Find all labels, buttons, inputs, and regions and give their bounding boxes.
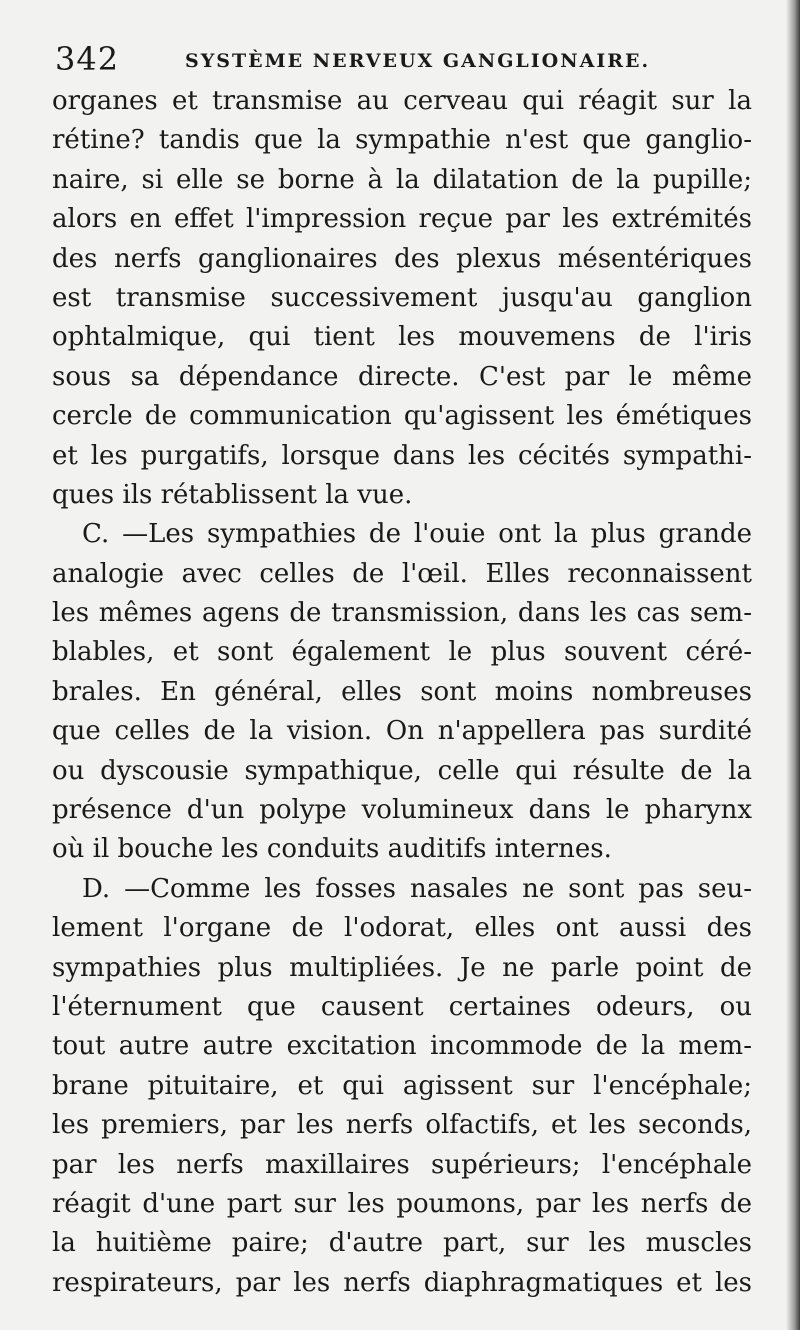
body-text [52, 82, 752, 1303]
text-line: sympathies plus multipliées. Je ne parle point de [52, 952, 752, 983]
text-line: que celles de la vision. On n'appellera pas surdité [52, 716, 752, 747]
text-line: ou dyscousie sympathique, celle qui résulte de la [52, 755, 752, 786]
text-line: présence d'un polype volumineux dans le pharynx [52, 795, 752, 826]
text-line: tout autre autre excitation incommode de la mem- [52, 1031, 752, 1062]
text-line: l'éternument que causent certaines odeurs, ou [52, 991, 752, 1022]
text-line: réagit d'une part sur les poumons, par les nerfs de [52, 1188, 752, 1219]
section-c-first-line: C. —Les sympathies de l'ouie ont la plus grande [82, 519, 752, 550]
text-line: blables, et sont également le plus souvent céré- [52, 637, 752, 668]
paragraph-end-line: ques ils rétablissent la vue. [52, 479, 413, 510]
paragraph-end-line: où il bouche les conduits auditifs internes. [52, 834, 612, 865]
text-line: par les nerfs maxillaires supérieurs; l'encéphale [52, 1149, 752, 1180]
text-line: alors en effet l'impression reçue par les extrémités [52, 204, 752, 235]
page-number: 342 [55, 40, 120, 78]
page-header [55, 38, 745, 88]
text-line: les premiers, par les nerfs olfactifs, et les seconds, [52, 1110, 752, 1141]
text-line: brane pituitaire, et qui agissent sur l'encéphale; [52, 1070, 752, 1101]
text-line: ophtalmique, qui tient les mouvemens de l'iris [52, 322, 752, 353]
text-line: les mêmes agens de transmission, dans les cas sem- [52, 598, 752, 629]
text-line: naire, si elle se borne à la dilatation de la pupille; [52, 164, 752, 195]
text-line: et les purgatifs, lorsque dans les cécités sympathi- [52, 440, 752, 471]
page-spine-shadow [786, 0, 800, 1330]
text-line: des nerfs ganglionaires des plexus mésentériques [52, 243, 752, 274]
text-line: lement l'organe de l'odorat, elles ont aussi des [52, 913, 752, 944]
text-line: cercle de communication qu'agissent les émétiques [52, 401, 752, 432]
text-line: sous sa dépendance directe. C'est par le même [52, 361, 752, 392]
text-line: respirateurs, par les nerfs diaphragmatiques et les [52, 1267, 752, 1298]
section-d-first-line: D. —Comme les fosses nasales ne sont pas seu- [82, 873, 752, 904]
text-line: organes et transmise au cerveau qui réagit sur la [52, 86, 752, 116]
text-line: est transmise successivement jusqu'au ganglion [52, 282, 752, 313]
text-line: la huitième paire; d'autre part, sur les muscles [52, 1228, 752, 1259]
running-title: SYSTÈME NERVEUX GANGLIONAIRE. [185, 50, 651, 72]
text-line: analogie avec celles de l'œil. Elles reconnaissent [52, 558, 752, 589]
text-line: brales. En général, elles sont moins nombreuses [52, 676, 752, 707]
text-line: rétine? tandis que la sympathie n'est que ganglio- [52, 125, 752, 156]
